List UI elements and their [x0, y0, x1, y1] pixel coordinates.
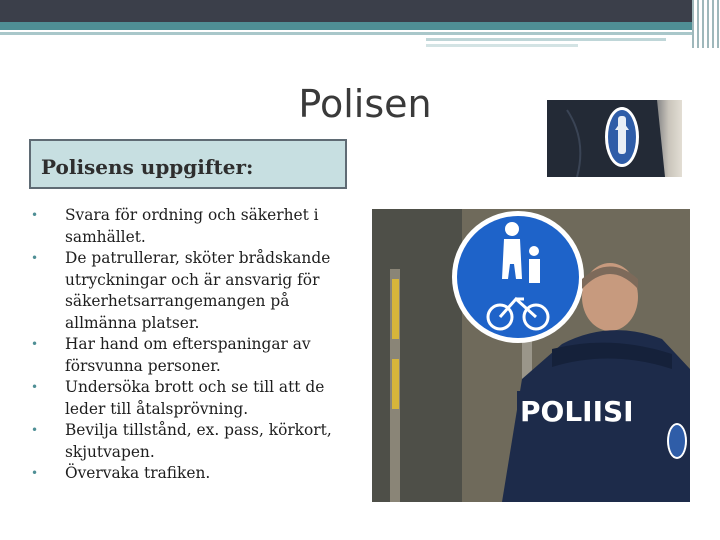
top-bar-dark — [0, 0, 720, 22]
bullet-icon: • — [31, 466, 39, 480]
list-item: • Undersöka brott och se till att de leder till åtalsprövning. — [31, 378, 325, 418]
police-badge-photo — [547, 100, 682, 177]
subheading: Polisens uppgifter: — [41, 155, 254, 179]
police-badge-icon — [547, 100, 682, 177]
list-item: • Svara för ordning och säkerhet i samhället. — [31, 206, 319, 246]
vest-text: POLIISI — [520, 395, 634, 428]
list-item: • Övervaka trafiken. — [28, 463, 348, 485]
bullet-icon: • — [31, 380, 39, 394]
top-bar-line — [426, 38, 666, 41]
list-item: • De patrullerar, sköter brådskande utryckningar och är ansvarig för säkerhetsarrangemangen på allmänna platser. — [31, 249, 331, 332]
list-item: • Har hand om efterspaningar av försvunna personer. — [31, 335, 311, 375]
subheading-box — [29, 139, 347, 189]
top-bar-teal — [0, 22, 720, 30]
pedestrian-bicycle-sign-icon — [452, 211, 584, 343]
slide-title: Polisen — [298, 82, 432, 126]
bullet-icon: • — [31, 423, 39, 437]
top-bar-line — [426, 44, 578, 47]
list-item: • Bevilja tillstånd, ex. pass, körkort, skjutvapen. — [31, 421, 332, 461]
police-officer-photo — [372, 209, 690, 502]
bullet-icon: • — [31, 337, 39, 351]
bullet-icon: • — [31, 208, 39, 222]
top-bar-line — [0, 32, 720, 35]
task-list — [28, 205, 348, 485]
bullet-icon: • — [31, 251, 39, 265]
corner-decoration — [692, 0, 720, 48]
